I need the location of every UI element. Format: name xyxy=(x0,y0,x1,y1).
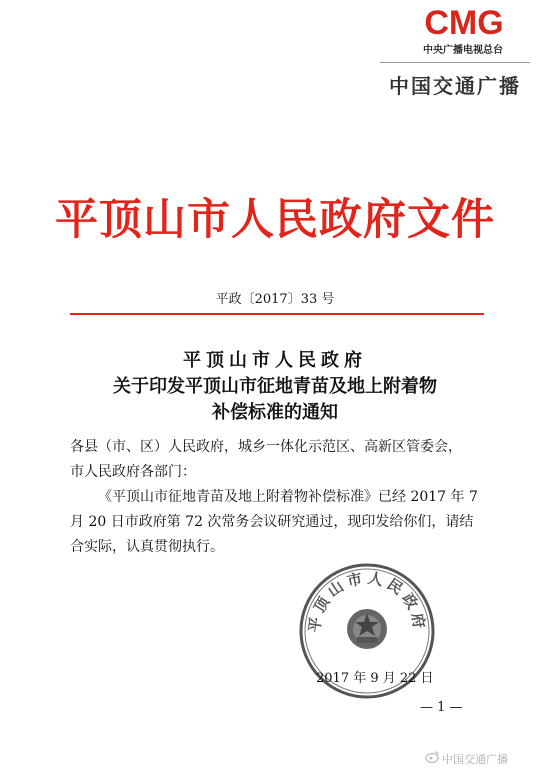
body-line: 合实际，认真贯彻执行。 xyxy=(70,539,224,555)
cmg-logo-subtitle: 中央广播电视总台 xyxy=(423,45,503,56)
cmg-logo-mark: CMG xyxy=(424,4,504,38)
signature-date: 2017 年 9 月 22 日 xyxy=(316,671,434,686)
body-line: 市人民政府各部门： xyxy=(70,464,196,480)
title-line-2: 关于印发平顶山市征地青苗及地上附着物 xyxy=(113,376,437,397)
national-emblem-icon xyxy=(347,609,387,649)
weibo-icon xyxy=(425,750,440,763)
document-header: 平顶山市人民政府文件 xyxy=(55,195,495,245)
title-line-1: 平顶山市人民政府 xyxy=(183,350,367,371)
seal-text: 平顶山市人民政府 xyxy=(305,568,429,634)
body-line: 月 20 日市政府第 72 次常务会议研究通过，现印发给你们，请结 xyxy=(70,514,474,530)
logo-divider xyxy=(380,62,530,63)
page-number: — 1 — xyxy=(420,700,463,715)
watermark-text: 中国交通广播 xyxy=(442,753,508,766)
channel-name: 中国交通广播 xyxy=(389,74,521,98)
document-number: 平政〔2017〕33 号 xyxy=(215,292,335,307)
cmg-logo xyxy=(408,4,520,38)
body-line: 《平顶山市征地青苗及地上附着物补偿标准》已经 2017 年 7 xyxy=(98,489,478,505)
red-divider xyxy=(70,313,484,315)
title-line-3: 补偿标准的通知 xyxy=(212,402,338,423)
body-line: 各县（市、区）人民政府，城乡一体化示范区、高新区管委会， xyxy=(70,439,462,455)
